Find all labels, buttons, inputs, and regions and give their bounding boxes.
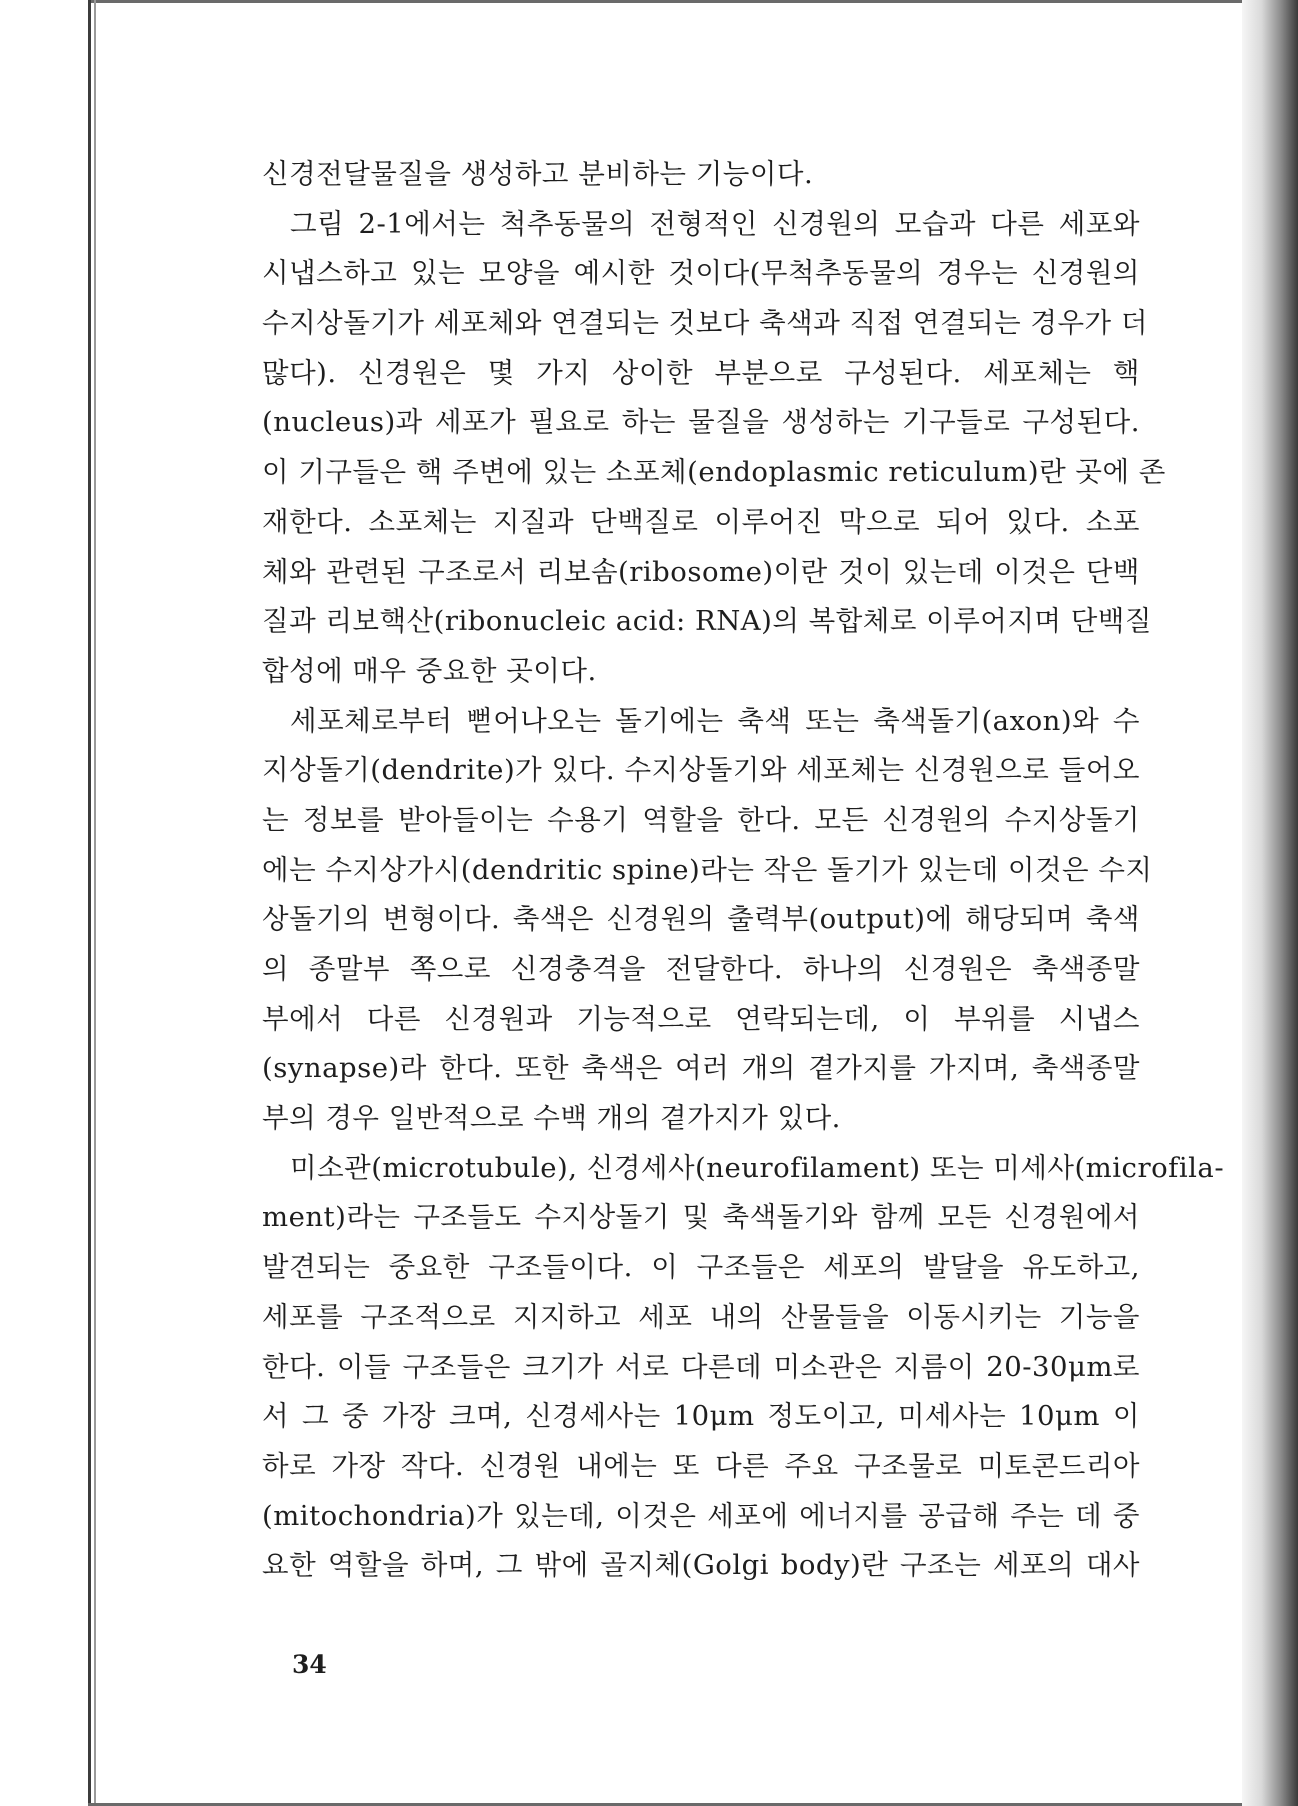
page-top-edge [88, 0, 1242, 3]
page-left-edge [88, 0, 91, 1806]
text-line: 요한 역할을 하며, 그 밖에 골지체(Golgi body)란 구조는 세포의 대사 [262, 1549, 1140, 1582]
text-line: 이 기구들은 핵 주변에 있는 소포체(endoplasmic reticulum)란 곳에 존 [262, 456, 1166, 489]
text-line: 에는 수지상가시(dendritic spine)라는 작은 돌기가 있는데 이것은 수지 [262, 853, 1153, 886]
text-line: 는 정보를 받아들이는 수용기 역할을 한다. 모든 신경원의 수지상돌기 [262, 803, 1140, 836]
text-line: 상돌기의 변형이다. 축색은 신경원의 출력부(output)에 해당되며 축색 [262, 903, 1140, 936]
text-line: (synapse)라 한다. 또한 축색은 여러 개의 곁가지를 가지며, 축색종말 [262, 1052, 1140, 1085]
text-line: ment)라는 구조들도 수지상돌기 및 축색돌기와 함께 모든 신경원에서 [262, 1201, 1140, 1234]
text-line: (nucleus)과 세포가 필요로 하는 물질을 생성하는 기구들로 구성된다. [262, 406, 1140, 439]
text-line: 미소관(microtubule), 신경세사(neurofilament) 또는 미세사(microfila- [290, 1151, 1225, 1184]
text-line: 하로 가장 작다. 신경원 내에는 또 다른 주요 구조물로 미토콘드리아 [262, 1449, 1140, 1482]
text-line: 한다. 이들 구조들은 크기가 서로 다른데 미소관은 지름이 20-30μm로 [262, 1350, 1140, 1383]
page-left-edge-inner [94, 0, 96, 1806]
text-line: 서 그 중 가장 크며, 신경세사는 10μm 정도이고, 미세사는 10μm 이 [262, 1400, 1140, 1433]
text-line: 세포를 구조적으로 지지하고 세포 내의 산물들을 이동시키는 기능을 [262, 1300, 1140, 1333]
text-line: 부에서 다른 신경원과 기능적으로 연락되는데, 이 부위를 시냅스 [262, 1002, 1140, 1035]
text-line: 시냅스하고 있는 모양을 예시한 것이다(무척추동물의 경우는 신경원의 [262, 257, 1140, 290]
body-text [262, 150, 1225, 1591]
text-line: 그림 2-1에서는 척추동물의 전형적인 신경원의 모습과 다른 세포와 [290, 207, 1140, 240]
text-line: 의 종말부 쪽으로 신경충격을 전달한다. 하나의 신경원은 축색종말 [262, 953, 1140, 985]
text-line: (mitochondria)가 있는데, 이것은 세포에 에너지를 공급해 주는 데 중 [262, 1499, 1140, 1532]
text-line: 재한다. 소포체는 지질과 단백질로 이루어진 막으로 되어 있다. 소포 [262, 505, 1140, 538]
page-number: 34 [292, 1650, 327, 1679]
text-line: 부의 경우 일반적으로 수백 개의 곁가지가 있다. [262, 1102, 841, 1135]
text-line: 많다). 신경원은 몇 가지 상이한 부분으로 구성된다. 세포체는 핵 [262, 356, 1140, 389]
text-line: 합성에 매우 중요한 곳이다. [262, 654, 597, 687]
text-line: 신경전달물질을 생성하고 분비하는 기능이다. [262, 158, 814, 190]
text-line: 체와 관련된 구조로서 리보솜(ribosome)이란 것이 있는데 이것은 단백 [262, 555, 1140, 588]
text-line: 발견되는 중요한 구조들이다. 이 구조들은 세포의 발달을 유도하고, [262, 1251, 1140, 1284]
book-spine-shadow [1242, 0, 1298, 1806]
text-line: 질과 리보핵산(ribonucleic acid: RNA)의 복합체로 이루어지며 단백질 [262, 605, 1152, 638]
text-line: 수지상돌기가 세포체와 연결되는 것보다 축색과 직접 연결되는 경우가 더 [262, 307, 1148, 340]
text-line: 세포체로부터 뻗어나오는 돌기에는 축색 또는 축색돌기(axon)와 수 [290, 704, 1140, 737]
text-line: 지상돌기(dendrite)가 있다. 수지상돌기와 세포체는 신경원으로 들어오 [262, 754, 1140, 787]
